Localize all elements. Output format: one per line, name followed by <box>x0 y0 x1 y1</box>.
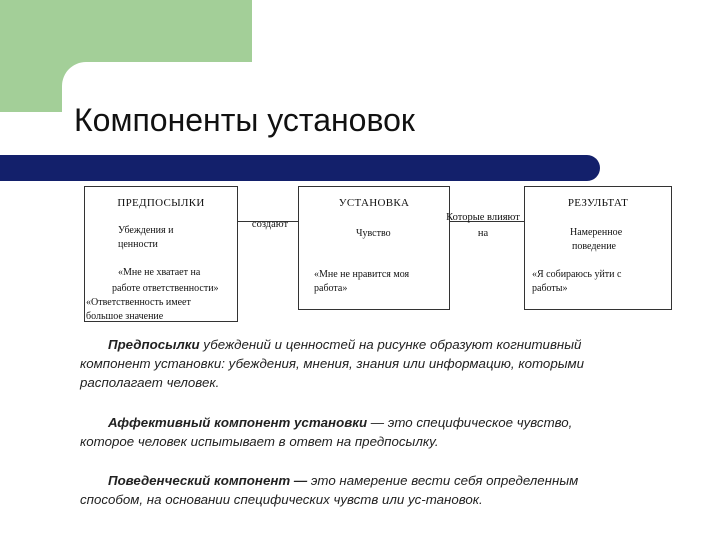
box3-line2: поведение <box>572 241 616 252</box>
box1-quote4: большое значение <box>86 311 164 322</box>
term-behavioral: Поведенческий компонент — <box>108 473 308 488</box>
box2-quote1: «Мне не нравится моя <box>314 269 410 280</box>
box-attitude-header: УСТАНОВКА <box>338 197 410 209</box>
box3-quote1: «Я собираюсь уйти с <box>532 269 622 280</box>
connector-label-2-line1: Которые влияют <box>446 212 520 223</box>
paragraph-cognitive <box>80 335 692 392</box>
p2-line1: — это специфическое чувство, <box>367 415 573 430</box>
box1-quote2: работе ответственности» <box>112 283 219 294</box>
paragraph-behavioral <box>80 471 692 509</box>
p1-line2: компонент установки: убеждения, мнения, знания или информацию, которыми <box>80 356 585 371</box>
box1-quote3: «Ответственность имеет <box>86 297 191 308</box>
title-underline-bar <box>0 155 600 181</box>
term-affective: Аффективный компонент установки <box>108 415 368 430</box>
slide-title: Компоненты установок <box>74 102 415 138</box>
term-preconditions: Предпосылки <box>108 337 200 352</box>
box2-quote2: работа» <box>314 283 348 294</box>
p3-line2: способом, на основании специфических чувств или ус-тановок. <box>80 492 483 507</box>
box1-line1: Убеждения и <box>118 225 174 236</box>
p2-line2: которое человек испытывает в ответ на предпосылку. <box>80 434 439 449</box>
box1-line2: ценности <box>118 239 158 250</box>
p3-line1: это намерение вести себя определенным <box>307 473 579 488</box>
paragraph-affective <box>80 413 692 451</box>
p1-line1: убеждений и ценностей на рисунке образуют когнитивный <box>199 337 582 352</box>
box3-quote2: работы» <box>532 283 568 294</box>
connector-label-2-line2: на <box>477 228 489 239</box>
box1-quote1: «Мне не хватает на <box>118 267 201 278</box>
box-preconditions-header: ПРЕДПОСЫЛКИ <box>117 197 205 209</box>
box2-line1: Чувство <box>356 228 391 239</box>
p1-line3: располагает человек. <box>80 375 220 390</box>
connector-label-1: создают <box>251 219 289 230</box>
box3-line1: Намеренное <box>570 227 623 238</box>
box-result-header: РЕЗУЛЬТАТ <box>567 197 629 209</box>
